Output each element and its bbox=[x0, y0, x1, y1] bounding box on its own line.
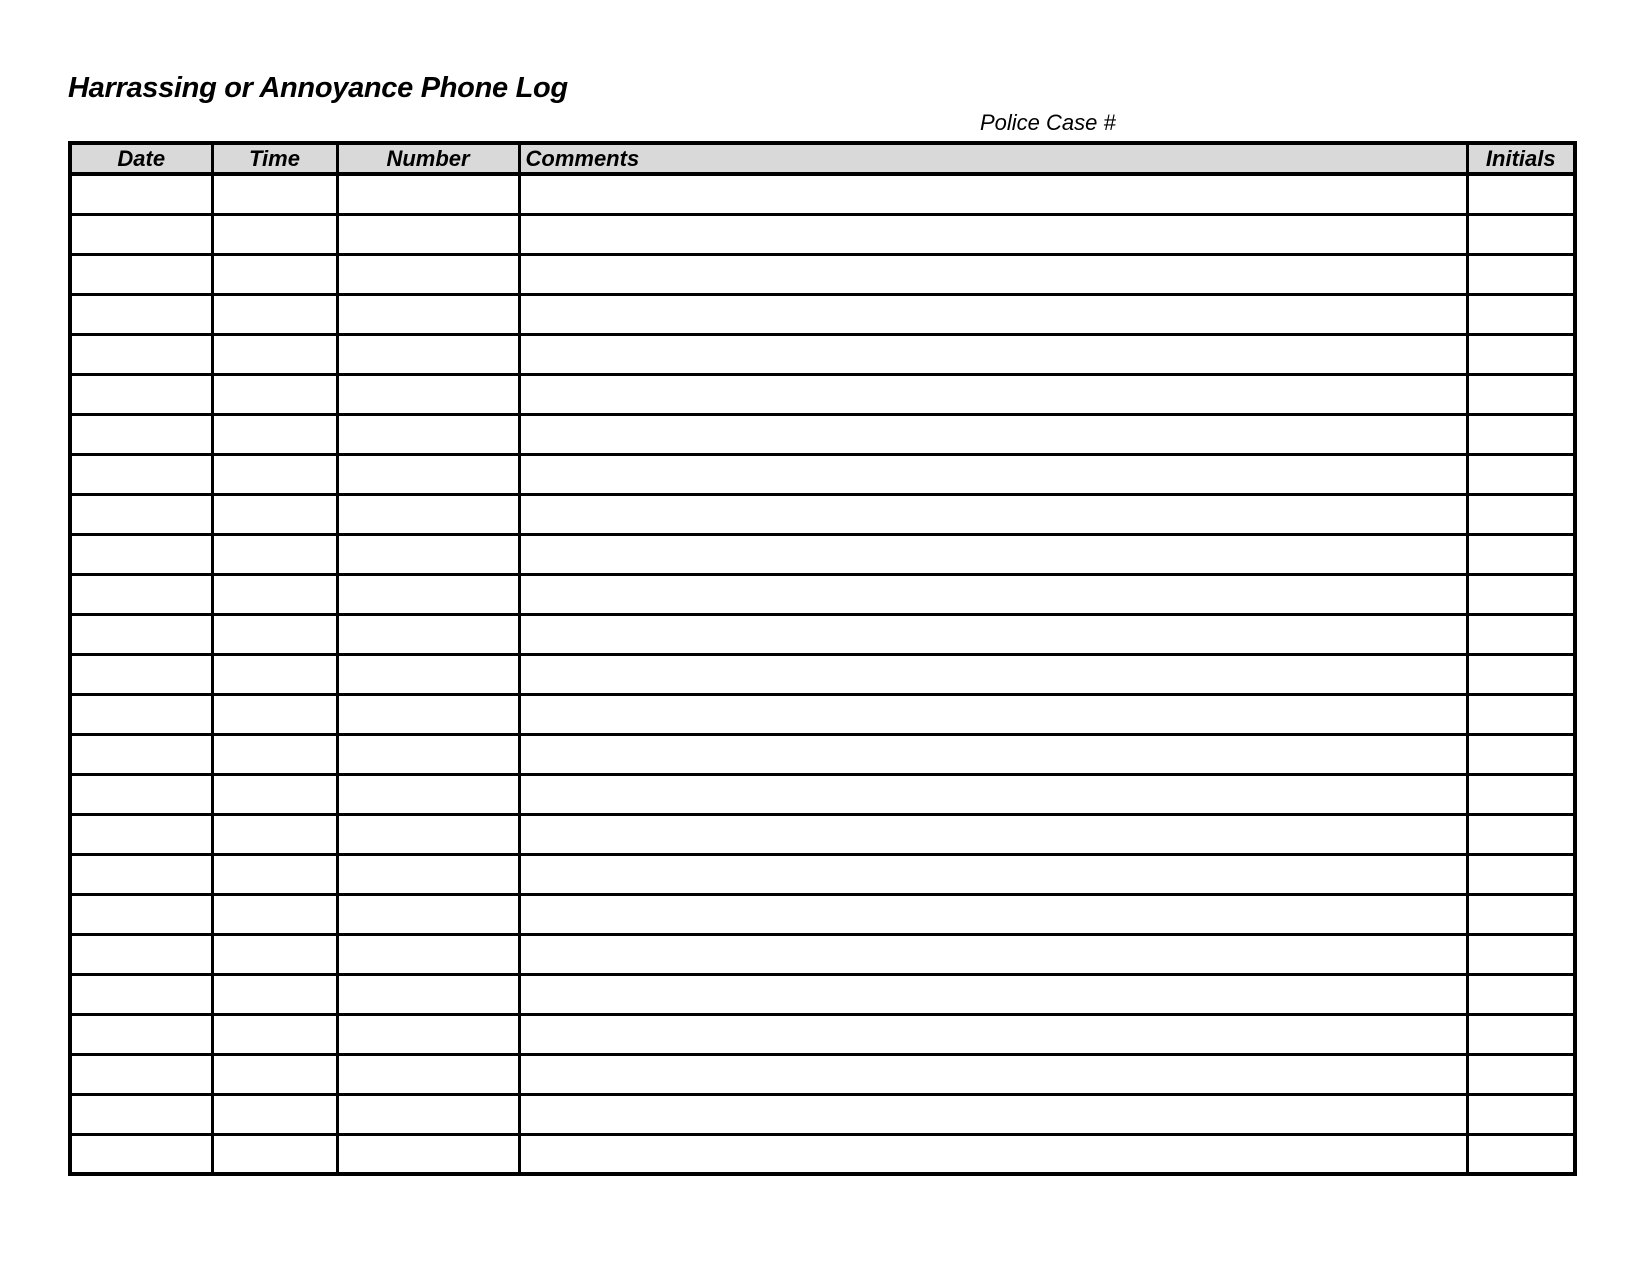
cell-comments bbox=[519, 734, 1467, 774]
cell-date bbox=[70, 534, 212, 574]
cell-date bbox=[70, 334, 212, 374]
table-row bbox=[70, 654, 1575, 694]
cell-time bbox=[212, 1134, 337, 1174]
table-row bbox=[70, 614, 1575, 654]
cell-date bbox=[70, 694, 212, 734]
table-row bbox=[70, 774, 1575, 814]
cell-comments bbox=[519, 814, 1467, 854]
cell-time bbox=[212, 294, 337, 334]
cell-initials bbox=[1467, 374, 1575, 414]
cell-time bbox=[212, 934, 337, 974]
cell-number bbox=[337, 694, 519, 734]
cell-time bbox=[212, 974, 337, 1014]
cell-number bbox=[337, 814, 519, 854]
cell-date bbox=[70, 1054, 212, 1094]
cell-initials bbox=[1467, 454, 1575, 494]
cell-initials bbox=[1467, 214, 1575, 254]
cell-number bbox=[337, 494, 519, 534]
cell-date bbox=[70, 854, 212, 894]
cell-date bbox=[70, 214, 212, 254]
cell-initials bbox=[1467, 694, 1575, 734]
cell-time bbox=[212, 254, 337, 294]
cell-time bbox=[212, 894, 337, 934]
cell-comments bbox=[519, 654, 1467, 694]
cell-comments bbox=[519, 534, 1467, 574]
cell-comments bbox=[519, 934, 1467, 974]
cell-initials bbox=[1467, 1134, 1575, 1174]
cell-initials bbox=[1467, 534, 1575, 574]
table-row bbox=[70, 894, 1575, 934]
cell-comments bbox=[519, 894, 1467, 934]
cell-date bbox=[70, 254, 212, 294]
cell-initials bbox=[1467, 614, 1575, 654]
cell-number bbox=[337, 294, 519, 334]
cell-number bbox=[337, 854, 519, 894]
cell-comments bbox=[519, 974, 1467, 1014]
table-row bbox=[70, 494, 1575, 534]
cell-number bbox=[337, 214, 519, 254]
table-row bbox=[70, 534, 1575, 574]
table-row bbox=[70, 1134, 1575, 1174]
table-row bbox=[70, 334, 1575, 374]
cell-time bbox=[212, 654, 337, 694]
cell-comments bbox=[519, 414, 1467, 454]
table-row bbox=[70, 974, 1575, 1014]
cell-comments bbox=[519, 214, 1467, 254]
cell-comments bbox=[519, 1094, 1467, 1134]
cell-time bbox=[212, 1014, 337, 1054]
table-row bbox=[70, 294, 1575, 334]
table-row bbox=[70, 854, 1575, 894]
cell-date bbox=[70, 1134, 212, 1174]
cell-number bbox=[337, 1094, 519, 1134]
cell-number bbox=[337, 774, 519, 814]
cell-number bbox=[337, 974, 519, 1014]
cell-time bbox=[212, 494, 337, 534]
cell-date bbox=[70, 654, 212, 694]
cell-date bbox=[70, 374, 212, 414]
cell-number bbox=[337, 614, 519, 654]
table-row bbox=[70, 1094, 1575, 1134]
table-row bbox=[70, 734, 1575, 774]
cell-comments bbox=[519, 174, 1467, 214]
table-row bbox=[70, 454, 1575, 494]
cell-date bbox=[70, 734, 212, 774]
table-row bbox=[70, 1054, 1575, 1094]
cell-time bbox=[212, 534, 337, 574]
cell-comments bbox=[519, 494, 1467, 534]
cell-initials bbox=[1467, 414, 1575, 454]
cell-comments bbox=[519, 774, 1467, 814]
cell-comments bbox=[519, 294, 1467, 334]
column-header-time: Time bbox=[212, 143, 337, 174]
cell-initials bbox=[1467, 854, 1575, 894]
cell-date bbox=[70, 614, 212, 654]
cell-time bbox=[212, 174, 337, 214]
cell-time bbox=[212, 414, 337, 454]
cell-date bbox=[70, 974, 212, 1014]
cell-initials bbox=[1467, 774, 1575, 814]
table-row bbox=[70, 694, 1575, 734]
cell-initials bbox=[1467, 574, 1575, 614]
cell-comments bbox=[519, 614, 1467, 654]
cell-comments bbox=[519, 1134, 1467, 1174]
cell-time bbox=[212, 334, 337, 374]
cell-time bbox=[212, 814, 337, 854]
cell-number bbox=[337, 734, 519, 774]
cell-date bbox=[70, 934, 212, 974]
cell-time bbox=[212, 734, 337, 774]
cell-comments bbox=[519, 1054, 1467, 1094]
table-body bbox=[70, 174, 1575, 1174]
police-case-label: Police Case # bbox=[980, 110, 1116, 135]
cell-comments bbox=[519, 574, 1467, 614]
cell-initials bbox=[1467, 1094, 1575, 1134]
cell-time bbox=[212, 214, 337, 254]
cell-date bbox=[70, 494, 212, 534]
table-row bbox=[70, 374, 1575, 414]
cell-number bbox=[337, 894, 519, 934]
cell-initials bbox=[1467, 1054, 1575, 1094]
cell-initials bbox=[1467, 974, 1575, 1014]
table-row bbox=[70, 174, 1575, 214]
cell-time bbox=[212, 1094, 337, 1134]
cell-number bbox=[337, 414, 519, 454]
cell-date bbox=[70, 1094, 212, 1134]
cell-comments bbox=[519, 254, 1467, 294]
table-row bbox=[70, 254, 1575, 294]
cell-time bbox=[212, 454, 337, 494]
cell-initials bbox=[1467, 294, 1575, 334]
cell-date bbox=[70, 774, 212, 814]
phone-log-table bbox=[68, 141, 1577, 1176]
cell-initials bbox=[1467, 494, 1575, 534]
cell-date bbox=[70, 814, 212, 854]
cell-date bbox=[70, 574, 212, 614]
cell-initials bbox=[1467, 174, 1575, 214]
cell-initials bbox=[1467, 814, 1575, 854]
cell-initials bbox=[1467, 654, 1575, 694]
cell-number bbox=[337, 1134, 519, 1174]
cell-number bbox=[337, 1014, 519, 1054]
cell-date bbox=[70, 174, 212, 214]
table-row bbox=[70, 574, 1575, 614]
table-row bbox=[70, 414, 1575, 454]
cell-comments bbox=[519, 854, 1467, 894]
cell-number bbox=[337, 334, 519, 374]
table-row bbox=[70, 214, 1575, 254]
table-row bbox=[70, 814, 1575, 854]
document-title: Harrassing or Annoyance Phone Log bbox=[68, 72, 568, 104]
cell-date bbox=[70, 1014, 212, 1054]
cell-initials bbox=[1467, 894, 1575, 934]
column-header-number: Number bbox=[337, 143, 519, 174]
table-row bbox=[70, 1014, 1575, 1054]
cell-initials bbox=[1467, 1014, 1575, 1054]
cell-date bbox=[70, 414, 212, 454]
cell-date bbox=[70, 454, 212, 494]
cell-comments bbox=[519, 374, 1467, 414]
cell-initials bbox=[1467, 734, 1575, 774]
cell-comments bbox=[519, 694, 1467, 734]
cell-initials bbox=[1467, 254, 1575, 294]
cell-number bbox=[337, 1054, 519, 1094]
cell-time bbox=[212, 574, 337, 614]
cell-number bbox=[337, 574, 519, 614]
cell-time bbox=[212, 774, 337, 814]
cell-number bbox=[337, 934, 519, 974]
cell-comments bbox=[519, 454, 1467, 494]
cell-date bbox=[70, 294, 212, 334]
cell-time bbox=[212, 694, 337, 734]
cell-date bbox=[70, 894, 212, 934]
cell-time bbox=[212, 854, 337, 894]
cell-time bbox=[212, 1054, 337, 1094]
cell-initials bbox=[1467, 934, 1575, 974]
cell-number bbox=[337, 174, 519, 214]
cell-number bbox=[337, 534, 519, 574]
column-header-date: Date bbox=[70, 143, 212, 174]
cell-time bbox=[212, 614, 337, 654]
cell-number bbox=[337, 254, 519, 294]
cell-time bbox=[212, 374, 337, 414]
cell-comments bbox=[519, 1014, 1467, 1054]
cell-number bbox=[337, 374, 519, 414]
table-row bbox=[70, 934, 1575, 974]
cell-number bbox=[337, 454, 519, 494]
column-header-initials: Initials bbox=[1467, 143, 1575, 174]
column-header-comments: Comments bbox=[519, 143, 1467, 174]
table-header-row bbox=[70, 143, 1575, 174]
cell-number bbox=[337, 654, 519, 694]
cell-initials bbox=[1467, 334, 1575, 374]
cell-comments bbox=[519, 334, 1467, 374]
